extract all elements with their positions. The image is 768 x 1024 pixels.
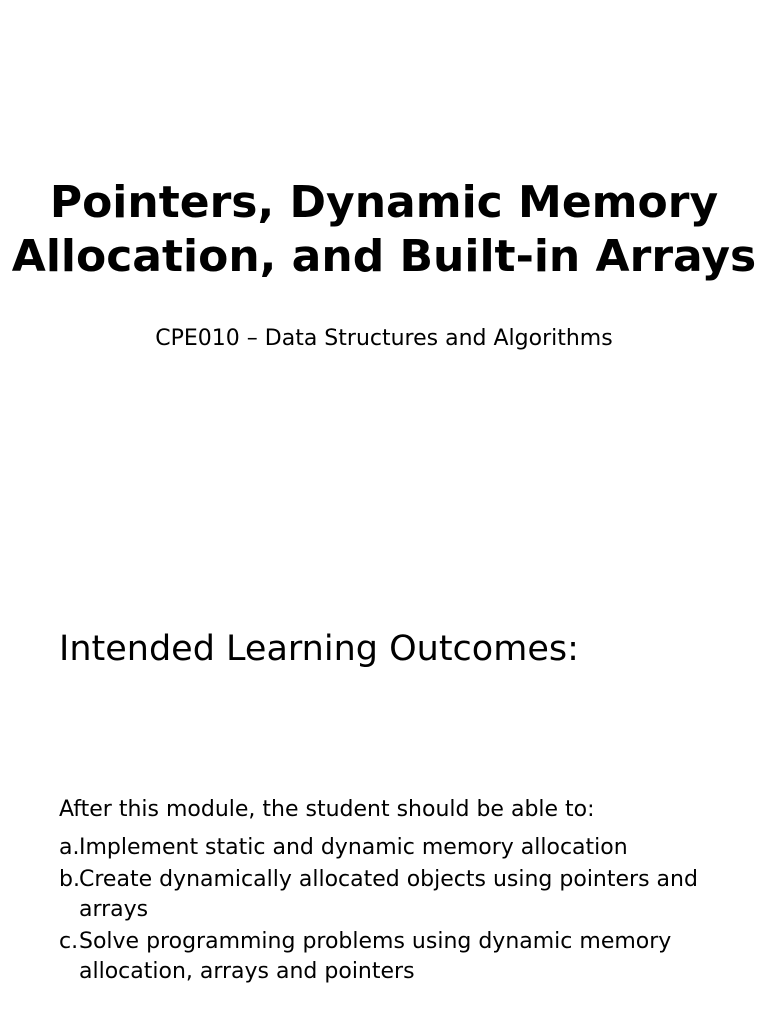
slide-subtitle: CPE010 – Data Structures and Algorithms bbox=[155, 326, 613, 351]
outcome-marker: c. bbox=[59, 929, 79, 954]
outcome-text: Implement static and dynamic memory allocation bbox=[79, 835, 628, 860]
learning-outcomes-heading: Intended Learning Outcomes: bbox=[59, 629, 579, 669]
outcome-marker: a. bbox=[59, 835, 80, 860]
slide-title: Pointers, Dynamic Memory Allocation, and Built-in Arrays bbox=[11, 177, 757, 282]
outcome-item-b bbox=[59, 865, 739, 925]
outcome-marker: b. bbox=[59, 867, 80, 892]
outcome-text: Create dynamically allocated objects using pointers and arrays bbox=[79, 867, 698, 922]
outcome-text: Solve programming problems using dynamic memory allocation, arrays and pointers bbox=[79, 929, 672, 984]
outcomes-intro: After this module, the student should be able to: bbox=[59, 797, 595, 822]
outcome-item-c bbox=[59, 927, 739, 987]
outcome-item-a bbox=[59, 833, 739, 863]
outcomes-list bbox=[59, 833, 739, 989]
